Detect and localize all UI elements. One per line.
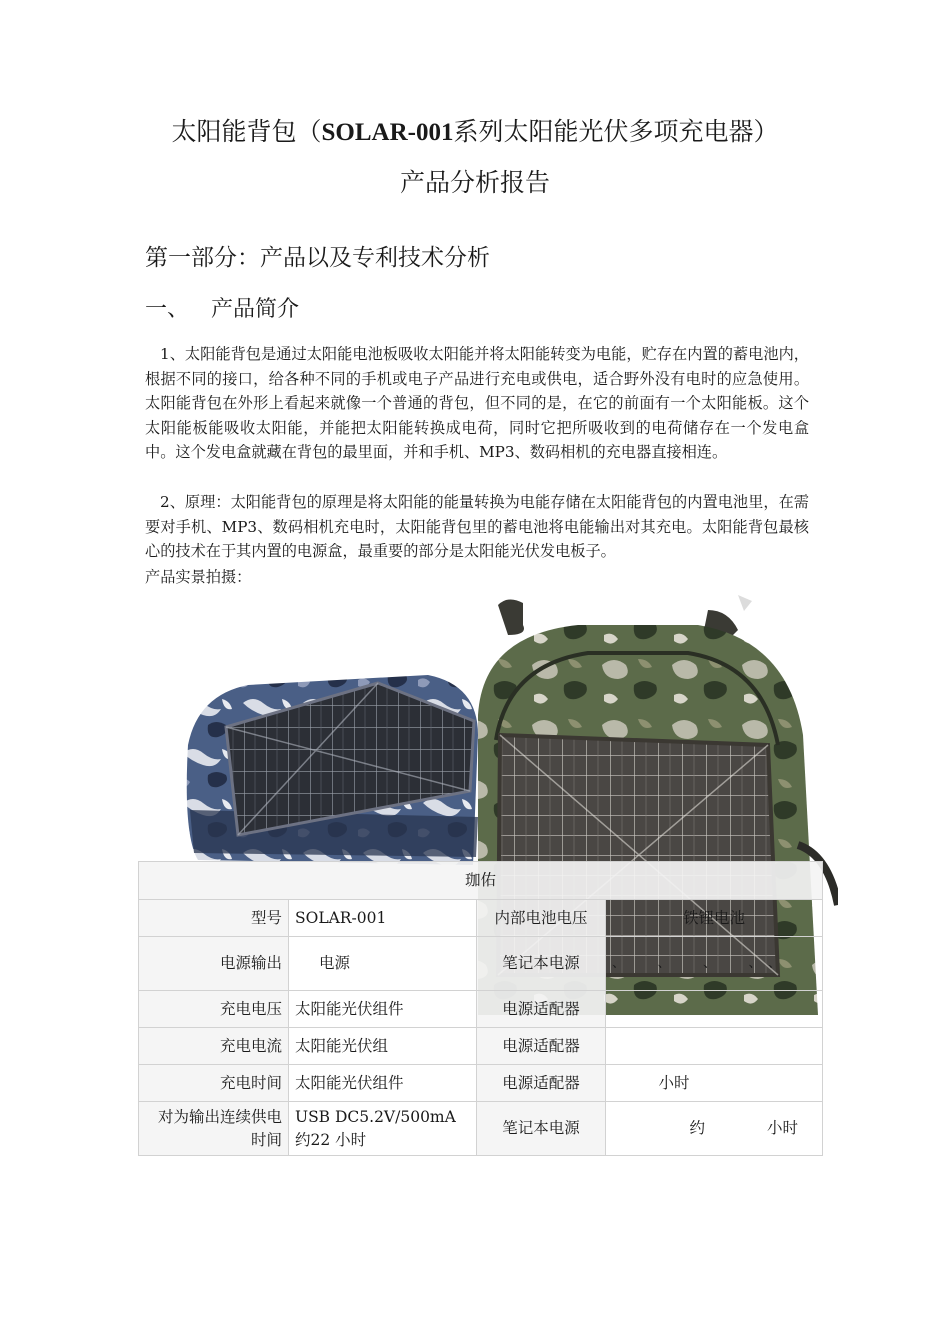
- cell-value: USB DC5.2V/500mA 约22 小时: [289, 1102, 477, 1156]
- spec-table: [138, 861, 823, 1156]
- cell-label: 笔记本电源: [477, 937, 606, 991]
- cell-value: 太阳能光伏组件: [289, 1065, 477, 1102]
- cell-label: 笔记本电源: [477, 1102, 606, 1156]
- table-header: 珈佑: [139, 862, 823, 900]
- section-number: 一、: [145, 297, 190, 322]
- table-row: [139, 1028, 823, 1065]
- title-part: 系列太阳能光伏多项充电器）: [453, 117, 779, 146]
- cell-value: [606, 1028, 823, 1065]
- paragraph-principle: 2、原理：太阳能背包的原理是将太阳能的能量转换为电能存储在太阳能背包的内置电池里，在需要对手机、MP3、数码相机充电时，太阳能背包里的蓄电池将电能输出对其充电。太阳能背包最核心的技术在于其内置的电源盒，最重要的部分是太阳能光伏发电板子。: [145, 493, 809, 560]
- cell-value: 约 小时: [606, 1102, 823, 1156]
- part-heading: 第一部分：产品以及专利技术分析: [145, 245, 490, 271]
- section-title: 产品简介: [211, 297, 300, 322]
- cell-value: 太阳能光伏组: [289, 1028, 477, 1065]
- photo-caption: 产品实景拍摄：: [145, 568, 252, 586]
- cell-label: 电源适配器: [477, 1065, 606, 1102]
- doc-subtitle: 产品分析报告: [399, 168, 550, 197]
- table-row: [139, 1065, 823, 1102]
- doc-title: [0, 116, 950, 149]
- table-row: [139, 1102, 823, 1156]
- cell-value: 、 、 、 、 、: [606, 937, 823, 991]
- cell-label: 对为输出连续供电时间: [139, 1102, 289, 1156]
- table-row: [139, 937, 823, 991]
- title-model: SOLAR-001: [321, 119, 454, 146]
- table-row: [139, 991, 823, 1028]
- cell-value: 电源: [289, 937, 477, 991]
- cell-label: 型号: [139, 900, 289, 937]
- cell-label: 充电电流: [139, 1028, 289, 1065]
- title-part: 太阳能背包（: [171, 117, 322, 146]
- table-row: [139, 900, 823, 937]
- cell-label: 电源输出: [139, 937, 289, 991]
- cell-value: [606, 991, 823, 1028]
- cell-label: 充电时间: [139, 1065, 289, 1102]
- section-heading: [145, 295, 299, 325]
- cell-value: SOLAR-001: [289, 900, 477, 937]
- cell-label: 电源适配器: [477, 991, 606, 1028]
- cell-value: 小时: [606, 1065, 823, 1102]
- table-header-row: [139, 862, 823, 900]
- paragraph-intro: 1、太阳能背包是通过太阳能电池板吸收太阳能并将太阳能转变为电能，贮存在内置的蓄电池内，根据不同的接口，给各种不同的手机或电子产品进行充电或供电，适合野外没有电时的应急使用。太阳能背包在外形上看起来就像一个普通的背包，但不同的是，在它的前面有一个太阳能板。这个太阳能板能吸收太阳能，并能把太阳能转换成电荷，同时它把所吸收到的电荷储存在一个发电盒中。这个发电盒就藏在背包的最里面，并和手机、MP3、数码相机的充电器直接相连。: [145, 345, 809, 461]
- cell-value: 铁锂电池: [606, 900, 823, 937]
- cell-label: 充电电压: [139, 991, 289, 1028]
- cell-value: 太阳能光伏组件: [289, 991, 477, 1028]
- cell-label: 内部电池电压: [477, 900, 606, 937]
- cell-label: 电源适配器: [477, 1028, 606, 1065]
